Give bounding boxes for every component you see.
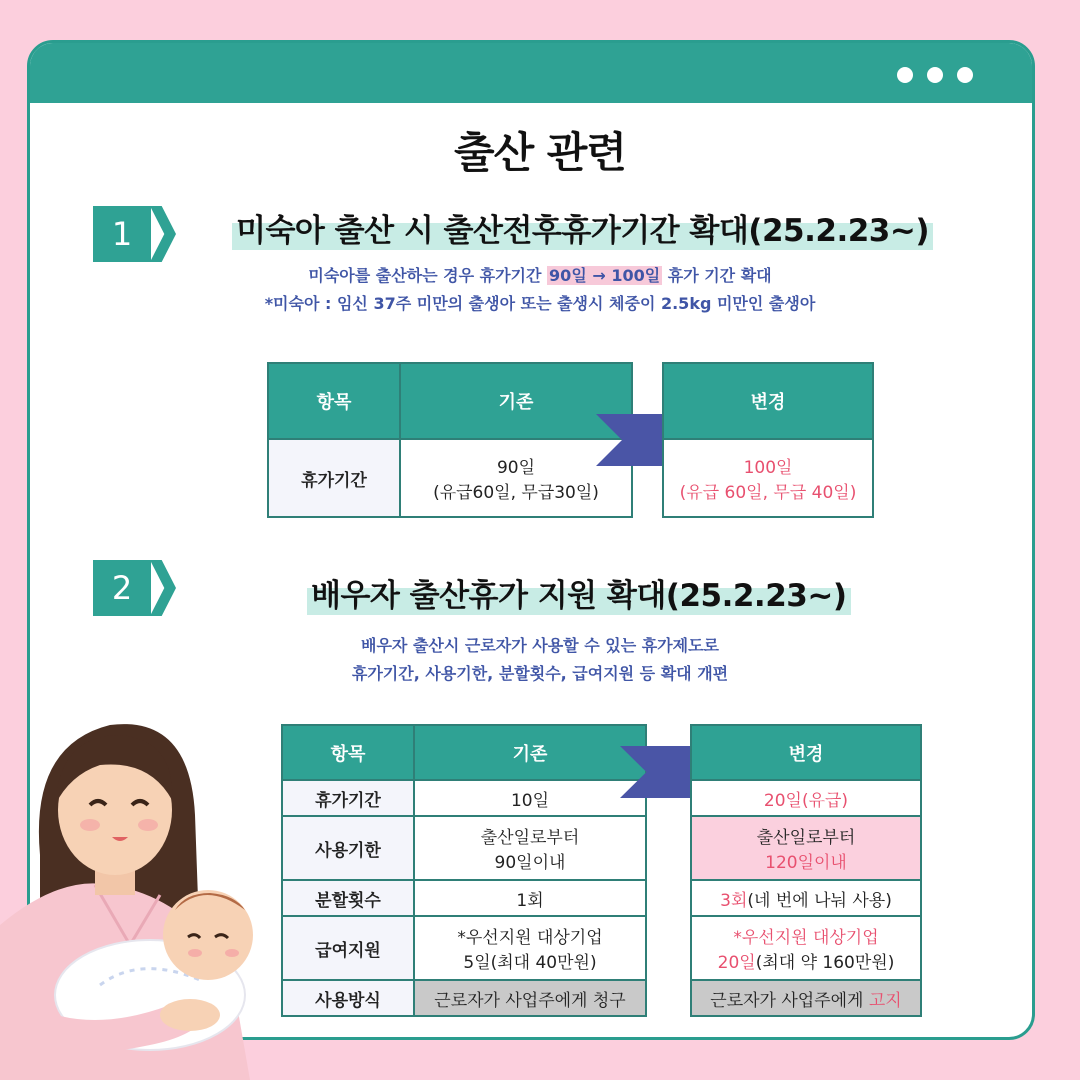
window-top-bar	[30, 43, 1032, 103]
old-value	[414, 816, 646, 880]
window-dot-icon	[927, 67, 943, 83]
row-label: 휴가기간	[268, 439, 400, 517]
old-value: 근로자가 사업주에게 청구	[414, 980, 646, 1016]
new-split-highlight: 3회	[720, 890, 748, 911]
old-value: 10일	[414, 780, 646, 816]
section-1-desc	[0, 262, 1080, 318]
old-value-line: 출산일로부터	[480, 828, 580, 848]
old-value-line: 90일이내	[494, 853, 566, 873]
mother-baby-illustration	[0, 705, 300, 1080]
desc-text: 미숙아를 출산하는 경우 휴가기간	[308, 266, 548, 285]
header-new: 변경	[663, 363, 873, 439]
section-2-desc	[0, 632, 1080, 688]
new-deadline-highlight: 120일이내	[765, 853, 847, 873]
window-dot-icon	[897, 67, 913, 83]
row-label: 사용기한	[282, 816, 414, 880]
new-value-line: (유급 60일, 무급 40일)	[679, 483, 857, 503]
new-pay-text: (최대 약 160만원)	[755, 953, 895, 973]
header-new: 변경	[691, 725, 921, 780]
section-2-heading: 배우자 출산휴가 지원 확대(25.2.23~)	[307, 570, 851, 615]
new-value	[663, 439, 873, 517]
page-title: 출산 관련	[454, 128, 626, 177]
header-old: 기존	[414, 725, 646, 780]
old-value-line: *우선지원 대상기업	[457, 928, 603, 948]
header-item: 항목	[282, 725, 414, 780]
header-old: 기존	[400, 363, 632, 439]
new-method-highlight: 고지	[868, 990, 902, 1011]
desc-line: 휴가기간, 사용기한, 분할횟수, 급여지원 등 확대 개편	[351, 664, 729, 683]
section-1-new-table	[662, 362, 874, 518]
new-deadline-line: 출산일로부터	[756, 828, 856, 848]
desc-highlight: 90일 → 100일	[549, 266, 661, 285]
new-period: 20일(유급)	[691, 780, 921, 816]
section-2-new-table	[690, 724, 922, 1017]
old-value-line: 90일	[496, 458, 536, 478]
new-method	[691, 980, 921, 1016]
premature-note: *미숙아 : 임신 37주 미만의 출생아 또는 출생시 체중이 2.5kg 미만인 출생아	[264, 294, 816, 313]
section-2-old-table	[281, 724, 647, 1017]
new-deadline	[691, 816, 921, 880]
old-value	[400, 439, 632, 517]
new-pay-highlight: 20일	[717, 953, 756, 973]
row-label: 급여지원	[282, 916, 414, 980]
new-split	[691, 880, 921, 916]
section-1-heading: 미숙아 출산 시 출산전후휴가기간 확대(25.2.23~)	[232, 205, 933, 250]
row-label: 분할횟수	[282, 880, 414, 916]
old-value-line: 5일(최대 40만원)	[463, 953, 597, 973]
header-item: 항목	[268, 363, 400, 439]
new-value-line: 100일	[743, 458, 793, 478]
new-pay	[691, 916, 921, 980]
old-value: 1회	[414, 880, 646, 916]
new-method-text: 근로자가 사업주에게	[710, 990, 869, 1011]
row-label: 휴가기간	[282, 780, 414, 816]
row-label: 사용방식	[282, 980, 414, 1016]
desc-text: 휴가 기간 확대	[662, 266, 772, 285]
window-dot-icon	[957, 67, 973, 83]
old-value-line: (유급60일, 무급30일)	[433, 483, 599, 503]
section-1-number: 1	[93, 206, 151, 262]
new-split-text: (네 번에 나눠 사용)	[747, 890, 892, 911]
new-pay-line: *우선지원 대상기업	[733, 928, 879, 948]
section-2-number: 2	[93, 560, 151, 616]
section-1-old-table	[267, 362, 633, 518]
desc-line: 배우자 출산시 근로자가 사용할 수 있는 휴가제도로	[361, 636, 719, 655]
old-value	[414, 916, 646, 980]
